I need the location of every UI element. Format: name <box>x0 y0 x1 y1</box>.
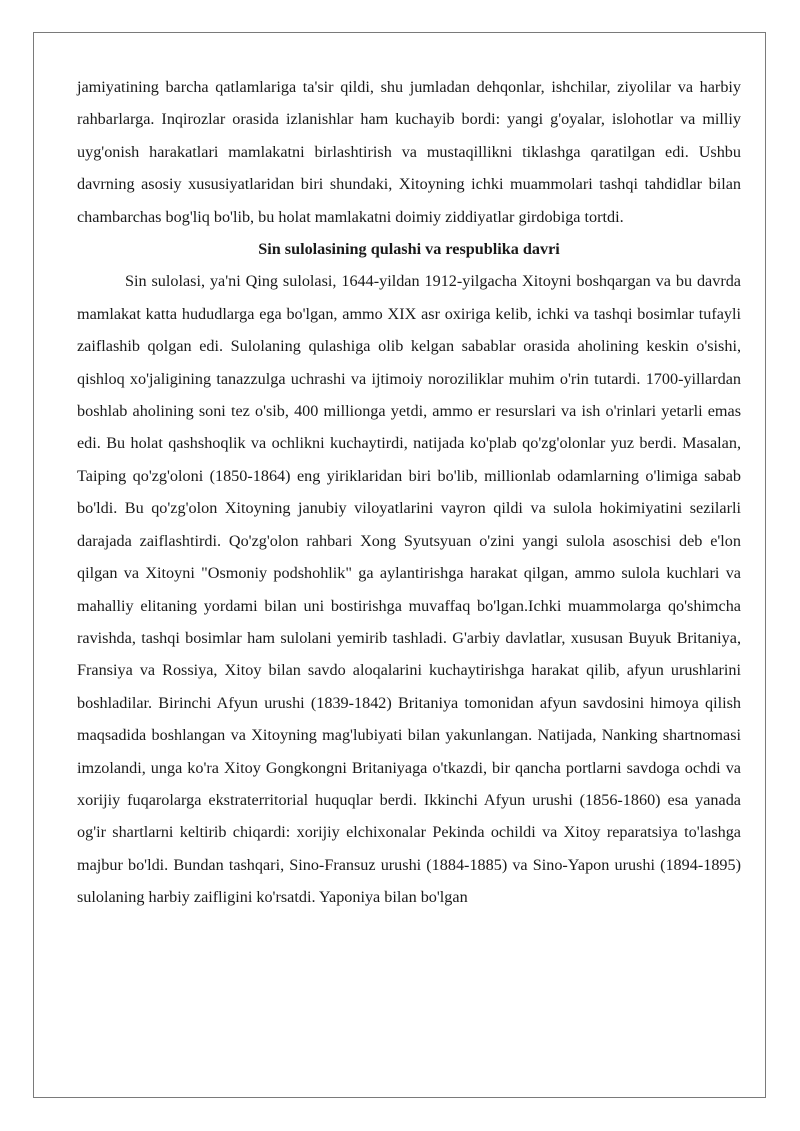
document-body <box>77 71 741 914</box>
intro-paragraph: jamiyatining barcha qatlamlariga ta'sir qildi, shu jumladan dehqonlar, ishchilar, ziyolilar va harbiy rahbarlarga. Inqirozlar orasida izlanishlar ham kuchayib bordi: yangi g'oyalar, islohotlar va milliy uyg'onish harakatlari mamlakatni birlashtirish va mustaqillikni tiklashga qaratilgan edi. Ushbu davrning asosiy xususiyatlaridan biri shundaki, Xitoyning ichki muammolari tashqi tahdidlar bilan chambarchas bog'liq bo'lib, bu holat mamlakatni doimiy ziddiyatlar girdobiga tortdi. <box>77 78 741 226</box>
section-heading: Sin sulolasining qulashi va respublika davri <box>258 240 560 259</box>
body-paragraph: Sin sulolasi, ya'ni Qing sulolasi, 1644-yildan 1912-yilgacha Xitoyni boshqargan va bu davrda mamlakat katta hududlarga ega bo'lgan, ammo XIX asr oxiriga kelib, ichki va tashqi bosimlar tufayli zaiflashib qolgan edi. Sulolaning qulashiga olib kelgan sabablar orasida aholining keskin o'sishi, qishloq xo'jaligining tanazzulga uchrashi va ijtimoiy noroziliklar muhim o'rin tutardi. 1700-yillardan boshlab aholining soni tez o'sib, 400 millionga yetdi, ammo er resurslari va ish o'rinlari yetarli emas edi. Bu holat qashshoqlik va ochlikni kuchaytirdi, natijada ko'plab qo'zg'olonlar yuz berdi. Masalan, Taiping qo'zg'oloni (1850-1864) eng yiriklaridan biri bo'lib, millionlab odamlarning o'limiga sabab bo'ldi. Bu qo'zg'olon Xitoyning janubiy viloyatlarini vayron qildi va sulola hokimiyatini sezilarli darajada zaiflashtirdi. Qo'zg'olon rahbari Xong Syutsyuan o'zini yangi sulola asoschisi deb e'lon qilgan va Xitoyni "Osmoniy podshohlik" ga aylantirishga harakat qilgan, ammo sulola kuchlari va mahalliy elitaning yordami bilan uni bostirishga muvaffaq bo'lgan.Ichki muammolarga qo'shimcha ravishda, tashqi bosimlar ham sulolani yemirib tashladi. G'arbiy davlatlar, xususan Buyuk Britaniya, Fransiya va Rossiya, Xitoy bilan savdo aloqalarini kuchaytirishga harakat qilib, afyun urushlarini boshladilar. Birinchi Afyun urushi (1839-1842) Britaniya tomonidan afyun savdosini himoya qilish maqsadida boshlangan va Xitoyning mag'lubiyati bilan yakunlangan. Natijada, Nanking shartnomasi imzolandi, unga ko'ra Xitoy Gongkongni Britaniyaga o'tkazdi, bir qancha portlarni savdoga ochdi va xorijiy fuqarolarga ekstraterritorial huquqlar berdi. Ikkinchi Afyun urushi (1856-1860) esa yanada og'ir shartlarni keltirib chiqardi: xorijiy elchixonalar Pekinda ochildi va Xitoy reparatsiya to'lashga majbur bo'ldi. Bundan tashqari, Sino-Fransuz urushi (1884-1885) va Sino-Yapon urushi (1894-1895) sulolaning harbiy zaifligini ko'rsatdi. Yaponiya bilan bo'lgan <box>77 272 741 907</box>
